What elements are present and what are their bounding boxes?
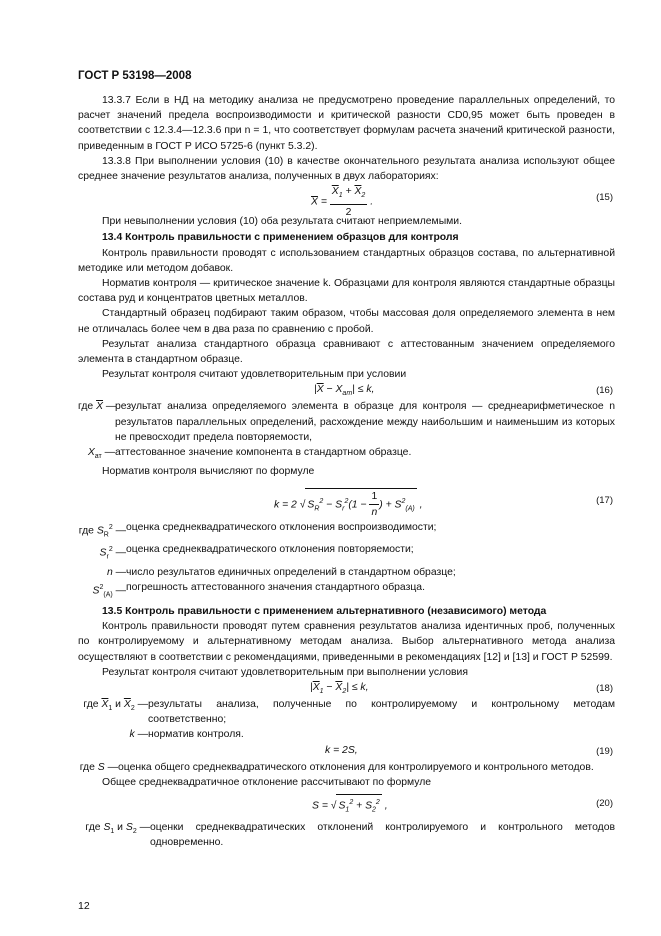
formula-20-expression: S = √ $S_1^2 + S_2^2$ ,	[312, 794, 388, 818]
formula-19-number: (19)	[596, 745, 613, 757]
paragraph-overall-deviation: Общее среднеквадратичное отклонение рассчитывают по формуле	[102, 776, 432, 788]
definition-s-a: погрешность аттестованного значения стандартного образца.	[126, 582, 425, 594]
paragraph-13-4-c: Стандартный образец подбирают таким образом, чтобы массовая доля определяемого элемента в нем не отличалась более чем в два раза по сравнению с пробой.	[78, 308, 615, 335]
paragraph-13-5-a: Контроль правильности проводят путем сравнения результатов анализа идентичных проб, полученных по контролируемому и альтернативному методам анализа. Выбор альтернативного метода анализа осуществляют в соответствии с рекомендациями, приведенными в рекомендациях [12] и [13] и ГОСТ Р 52599.	[78, 621, 615, 663]
formula-16	[78, 382, 615, 399]
formula-19-expression: k = 2S,	[325, 744, 358, 756]
definition-x-at: аттестованное значение компонента в стандартном образце.	[115, 447, 412, 459]
page-body	[78, 93, 615, 850]
definitions-16: где $\overline{X}$ — результат анализа определяемого элемента в образце для контроля — среднеарифметическое n результатов параллельных определений, расхождение между наибольшим и наименьшим из которых не превосходит предела повторяемости, $X_{ат}$ — аттестованное значение компонента в стандартном образце.	[78, 399, 615, 464]
formula-16-expression: $|\overline{X} - X_{ат}| \le k$,	[314, 384, 375, 398]
formula-17-expression: k = 2 √ $S_R^2 - S_r^2(1$ − $\frac{1}{n}$ ) + $S^2_{(A)}$ ,	[274, 488, 422, 520]
definitions-19: где S — оценка общего среднеквадратического отклонения для контролируемого и контрольного методов.	[78, 760, 615, 775]
formula-19	[78, 743, 615, 760]
formula-20-number: (20)	[596, 798, 613, 810]
formula-18-number: (18)	[596, 683, 613, 695]
formula-18-expression: $|\overline{X}_1 - \overline{X}_2| \le k$,	[310, 682, 369, 696]
definitions-20: где $S_1$ и $S_2$ — оценки среднеквадратических отклонений контролируемого и контрольного методов одновременно.	[78, 820, 615, 850]
paragraph-13-4-a: Контроль правильности проводят с использованием стандартных образцов состава, по альтернативной методике или методом добавок.	[78, 247, 615, 274]
paragraph-13-4-b: Норматив контроля — критическое значение k. Образцами для контроля являются стандартные образцы состава руд и концентратов цветных металлов.	[78, 278, 615, 305]
heading-13-4: 13.4 Контроль правильности с применением образцов для контроля	[102, 232, 459, 244]
formula-20	[78, 790, 615, 820]
definition-n: число результатов единичных определений в стандартном образце;	[126, 567, 456, 579]
paragraph-13-3-8: 13.3.8 При выполнении условия (10) в качестве окончательного результата анализа используют общее среднее значение результатов анализа, полученных в двух лабораториях:	[78, 155, 615, 183]
definition-x-bar: результат анализа определяемого элемента в образце для контроля — среднеарифметическое n результатов параллельных определений, расхождение между наибольшим и наименьшим из которых не превосходит предела повторяемости,	[115, 401, 615, 443]
definitions-17: где $S_R^2$ — оценка среднеквадратического отклонения воспроизводимости; $S_r^2$ — оценка среднеквадратического отклонения повторяемости; n — число результатов единичных определений в стандартном образце; $S^2_{(A)}$ — погрешность аттестованного значения стандартного образца.	[78, 520, 615, 603]
paragraph-13-3-7: 13.3.7 Если в НД на методику анализа не предусмотрено проведение параллельных определений, то расчет значений предела воспроизводимости и критической разности CD0,95 может быть проведен в соответствии с 12.3.4—12.3.6 при n = 1, что соответствует формулам расчета значений критической разности, приведенным в ГОСТ Р ИСО 5725-6 (пункт 5.3.2).	[78, 95, 615, 152]
formula-15-expression: $\overline{X}$ = $\frac{\overline{X}_1 + \overline{X}_2}{2}$ .	[311, 186, 374, 218]
page-number: 12	[78, 900, 90, 912]
definition-x1-x2: результаты анализа, полученные по контролируемому и контрольному методам соответственно;	[148, 699, 615, 726]
formula-18	[78, 680, 615, 697]
paragraph-13-5-b: Результат контроля считают удовлетворительным при выполнении условия	[102, 666, 468, 678]
formula-17-number: (17)	[596, 494, 613, 506]
formula-17	[78, 480, 615, 520]
definition-k: норматив контроля.	[148, 729, 244, 741]
paragraph-13-4-d: Результат анализа стандартного образца сравнивают с аттестованным значением определяемого элемента в стандартном образце.	[78, 338, 615, 366]
heading-13-5: 13.5 Контроль правильности с применением альтернативного (независимого) метода	[102, 606, 547, 617]
definition-s-r-repeatability: оценка среднеквадратического отклонения повторяемости;	[126, 544, 414, 556]
formula-15-number: (15)	[596, 192, 613, 204]
definition-s: оценка общего среднеквадратического отклонения для контролируемого и контрольного методов.	[118, 761, 594, 773]
document-header: ГОСТ Р 53198—2008	[78, 70, 192, 82]
paragraph-13-4-e: Результат контроля считают удовлетворительным при условии	[102, 369, 407, 381]
definition-s1-s2: оценки среднеквадратических отклонений контролируемого и контрольного методов одновременно.	[150, 822, 615, 849]
paragraph-not-acceptable: При невыполнении условия (10) оба результата считают неприемлемыми.	[102, 216, 462, 228]
definitions-18: где $\overline{X}_1$ и $\overline{X}_2$ — результаты анализа, полученные по контролируемому и контрольному методам соответственно; k — норматив контроля.	[78, 697, 615, 743]
formula-16-number: (16)	[596, 385, 613, 397]
paragraph-norm-formula: Норматив контроля вычисляют по формуле	[102, 466, 315, 478]
formula-15	[78, 184, 615, 218]
definition-s-r-reproducibility: оценка среднеквадратического отклонения воспроизводимости;	[126, 521, 437, 533]
